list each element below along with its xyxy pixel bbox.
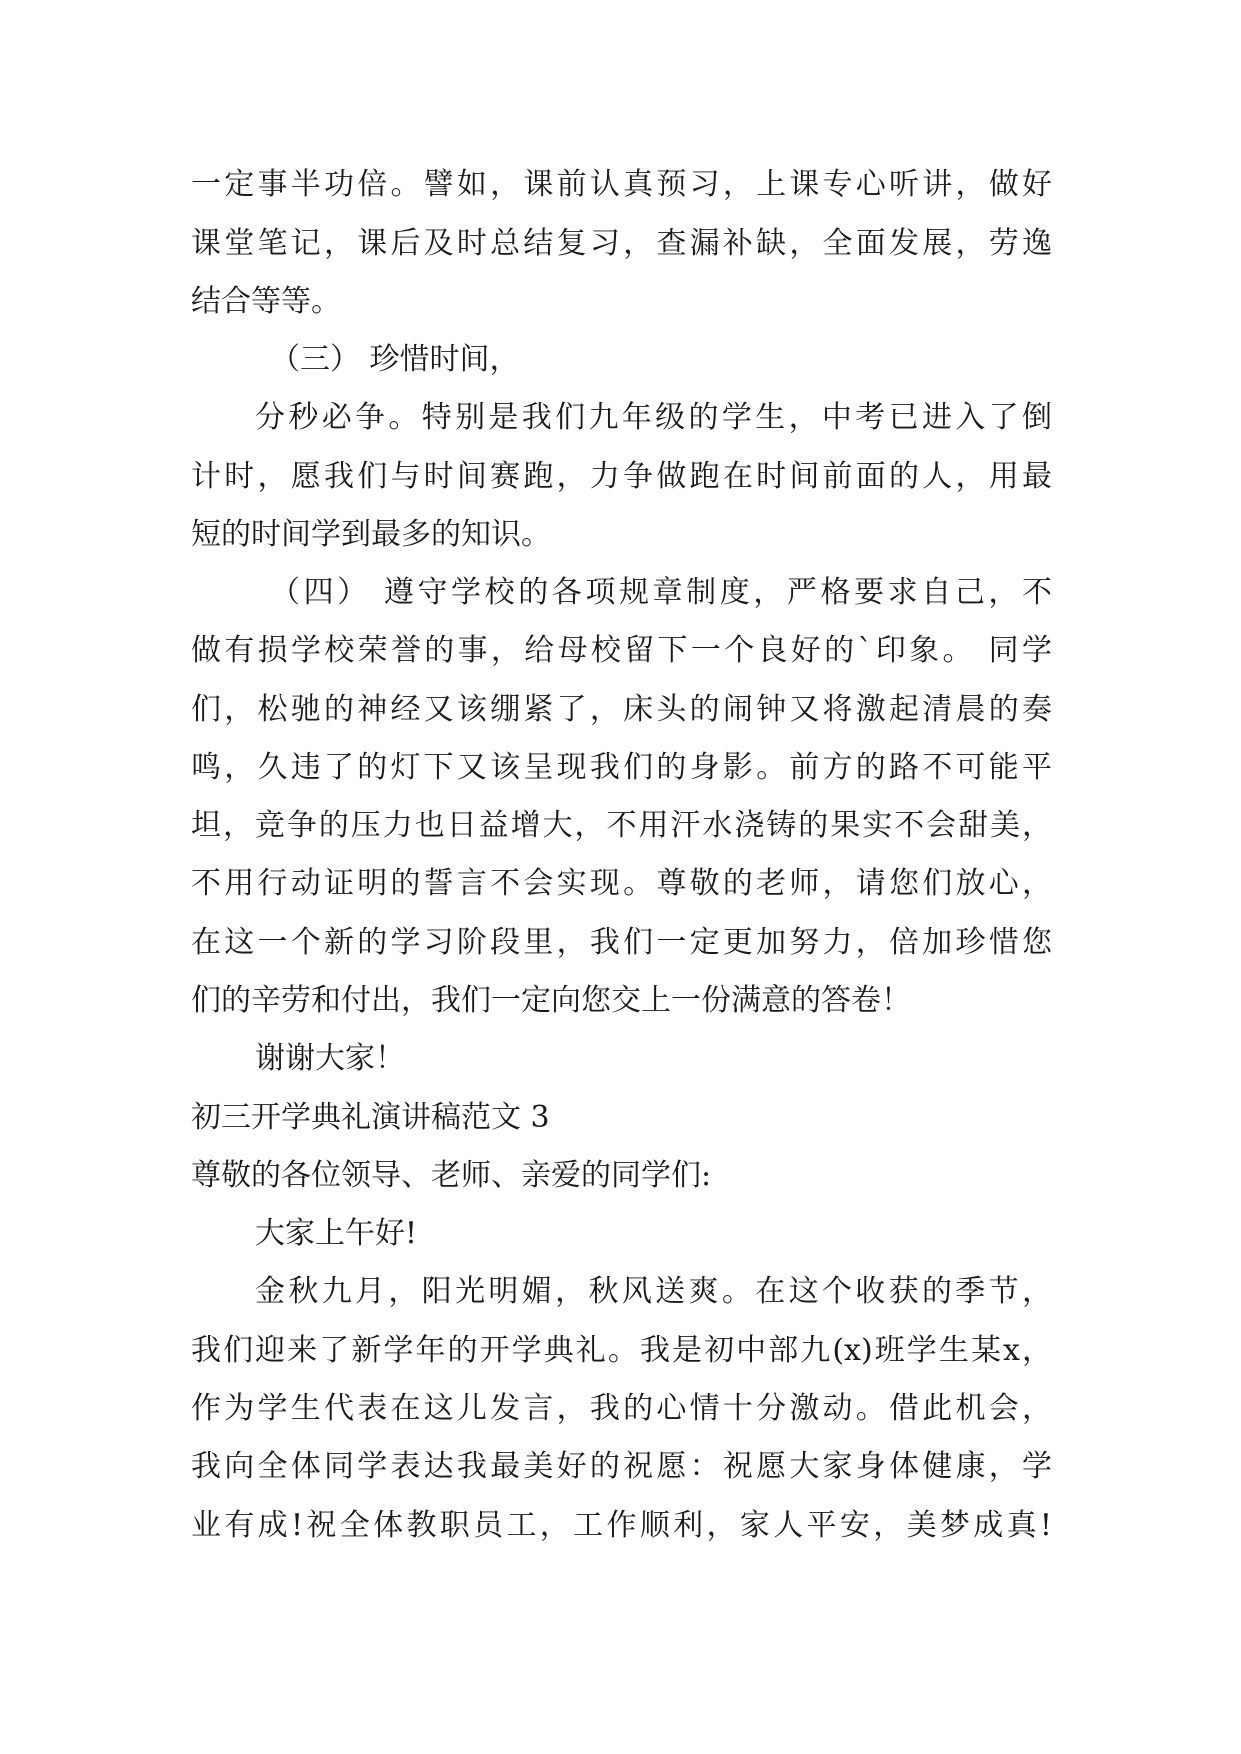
text-line: 做有损学校荣誉的事，给母校留下一个良好的`印象。 同学	[191, 633, 1052, 668]
text-line: 我们迎来了新学年的开学典礼。我是初中部九(x)班学生某x，	[191, 1333, 1052, 1368]
text-line: 坦，竞争的压力也日益增大，不用汗水浇铸的果实不会甜美，	[191, 808, 1052, 843]
text-line: 们的辛劳和付出，我们一定向您交上一份满意的答卷！	[191, 983, 911, 1018]
text-line: 作为学生代表在这儿发言，我的心情十分激动。借此机会，	[191, 1391, 1052, 1426]
text-line: 鸣，久违了的灯下又该呈现我们的身影。前方的路不可能平	[191, 750, 1052, 785]
text-line: 计时，愿我们与时间赛跑，力争做跑在时间前面的人，用最	[191, 459, 1052, 494]
text-line: 结合等等。	[191, 284, 341, 319]
section-heading: （三） 珍惜时间，	[270, 342, 520, 377]
salutation: 尊敬的各位领导、老师、亲爱的同学们:	[191, 1158, 712, 1193]
text-line: 分秒必争。特别是我们九年级的学生，中考已进入了倒	[255, 400, 1052, 435]
text-line: 们，松驰的神经又该绷紧了，床头的闹钟又将激起清晨的奏	[191, 692, 1052, 727]
text-line: 谢谢大家！	[255, 1041, 405, 1076]
text-line: 在这一个新的学习阶段里，我们一定更加努力，倍加珍惜您	[191, 925, 1052, 960]
text-line: 课堂笔记，课后及时总结复习，查漏补缺，全面发展，劳逸	[191, 226, 1052, 261]
section-heading: （四） 遵守学校的各项规章制度，严格要求自己，不	[270, 575, 1052, 610]
text-line: 我向全体同学表达我最美好的祝愿：祝愿大家身体健康，学	[191, 1449, 1052, 1484]
text-line: 短的时间学到最多的知识。	[191, 517, 551, 552]
text-line: 业有成!祝全体教职员工，工作顺利，家人平安，美梦成真!	[191, 1508, 1052, 1543]
document-title: 初三开学典礼演讲稿范文 3	[191, 1100, 550, 1135]
text-line: 不用行动证明的誓言不会实现。尊敬的老师，请您们放心，	[191, 866, 1052, 901]
text-line: 金秋九月，阳光明媚，秋风送爽。在这个收获的季节，	[255, 1274, 1052, 1309]
greeting: 大家上午好!	[255, 1216, 418, 1251]
text-line: 一定事半功倍。譬如，课前认真预习，上课专心听讲，做好	[191, 167, 1052, 202]
